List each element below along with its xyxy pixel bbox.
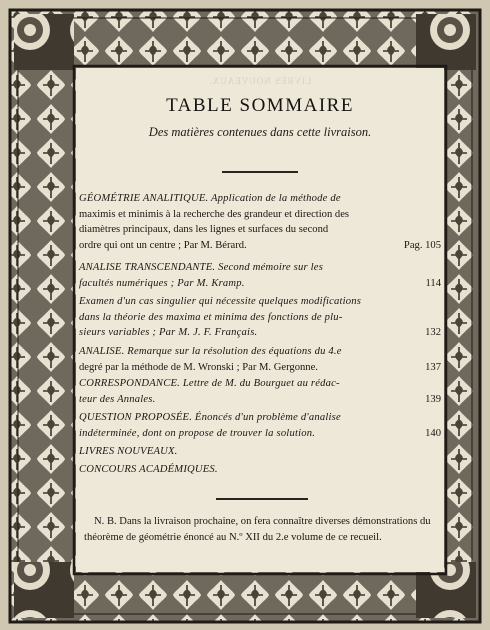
entry-line: CONCOURS ACADÉMIQUES. bbox=[79, 464, 218, 475]
page-number: 139 bbox=[425, 393, 441, 405]
entry-line: LIVRES NOUVEAUX. bbox=[79, 446, 178, 457]
page-number: Pag. 105 bbox=[403, 239, 441, 251]
toc-entry-geometrie bbox=[79, 191, 441, 253]
entry-line: maximis et minimis à la recherche des grandeur et direction des bbox=[79, 208, 350, 220]
toc-entry-analise-transcendante bbox=[79, 260, 441, 291]
show-through-text: LIVRES NOUVEAUX. bbox=[208, 76, 312, 86]
entry-line: diamètres principaux, dans les lignes et surfaces du second bbox=[79, 224, 329, 235]
toc-entry-analise bbox=[79, 344, 441, 375]
page-title: TABLE SOMMAIRE bbox=[166, 95, 354, 116]
entry-line: indéterminée, dont on propose de trouver la solution. bbox=[79, 427, 316, 439]
entry-line: CORRESPONDANCE. Lettre de M. du Bourguet au rédac- bbox=[79, 378, 340, 389]
page-number: 140 bbox=[425, 427, 441, 439]
toc-entry-livres bbox=[79, 444, 441, 460]
page-subtitle: Des matières contenues dans cette livraison. bbox=[148, 125, 372, 139]
toc-entry-concours bbox=[79, 462, 441, 478]
entry-line: ANALISE. Remarque sur la résolution des équations du 4.e bbox=[79, 346, 342, 357]
entry-line: dans la théorie des maxima et minima des fonctions de plu- bbox=[79, 311, 343, 323]
page-number: 132 bbox=[425, 327, 441, 338]
corner-rosette-top-right bbox=[416, 14, 476, 70]
entry-line: QUESTION PROPOSÉE. Énoncés d'un problème d'analise bbox=[79, 412, 341, 423]
entry-line: teur des Annales. bbox=[79, 393, 156, 405]
corner-rosette-bottom-left bbox=[14, 562, 74, 618]
toc-entry-question bbox=[79, 410, 441, 441]
corner-rosette-top-left bbox=[14, 14, 74, 70]
content-panel bbox=[76, 68, 444, 572]
toc-entry-examen bbox=[79, 294, 441, 341]
bottom-divider bbox=[216, 498, 308, 500]
page-number: 114 bbox=[425, 277, 441, 289]
top-divider bbox=[222, 171, 298, 173]
entry-line: degré par la méthode de M. Wronski ; Par M. Gergonne. bbox=[79, 361, 318, 373]
entry-line: sieurs variables ; Par M. J. F. Français. bbox=[79, 327, 258, 338]
entry-line: facultés numériques ; Par M. Kramp. bbox=[79, 277, 245, 289]
page-number: 137 bbox=[425, 361, 441, 373]
nota-bene-note: N. B. Dans la livraison prochaine, on fera connaître diverses démonstrations du théorème de géométrie énoncé au N.º XII du 2.e volume de ce recueil. bbox=[84, 516, 431, 543]
toc-entry-correspondance bbox=[79, 376, 441, 407]
entry-line: ANALISE TRANSCENDANTE. Second mémoire sur les bbox=[79, 262, 324, 273]
entry-line: Examen d'un cas singulier qui nécessite quelques modifications bbox=[79, 296, 362, 307]
entry-line: ordre qui ont un centre ; Par M. Bérard. bbox=[79, 239, 247, 251]
entry-line: GÉOMÉTRIE ANALITIQUE. Application de la méthode de bbox=[79, 193, 341, 204]
